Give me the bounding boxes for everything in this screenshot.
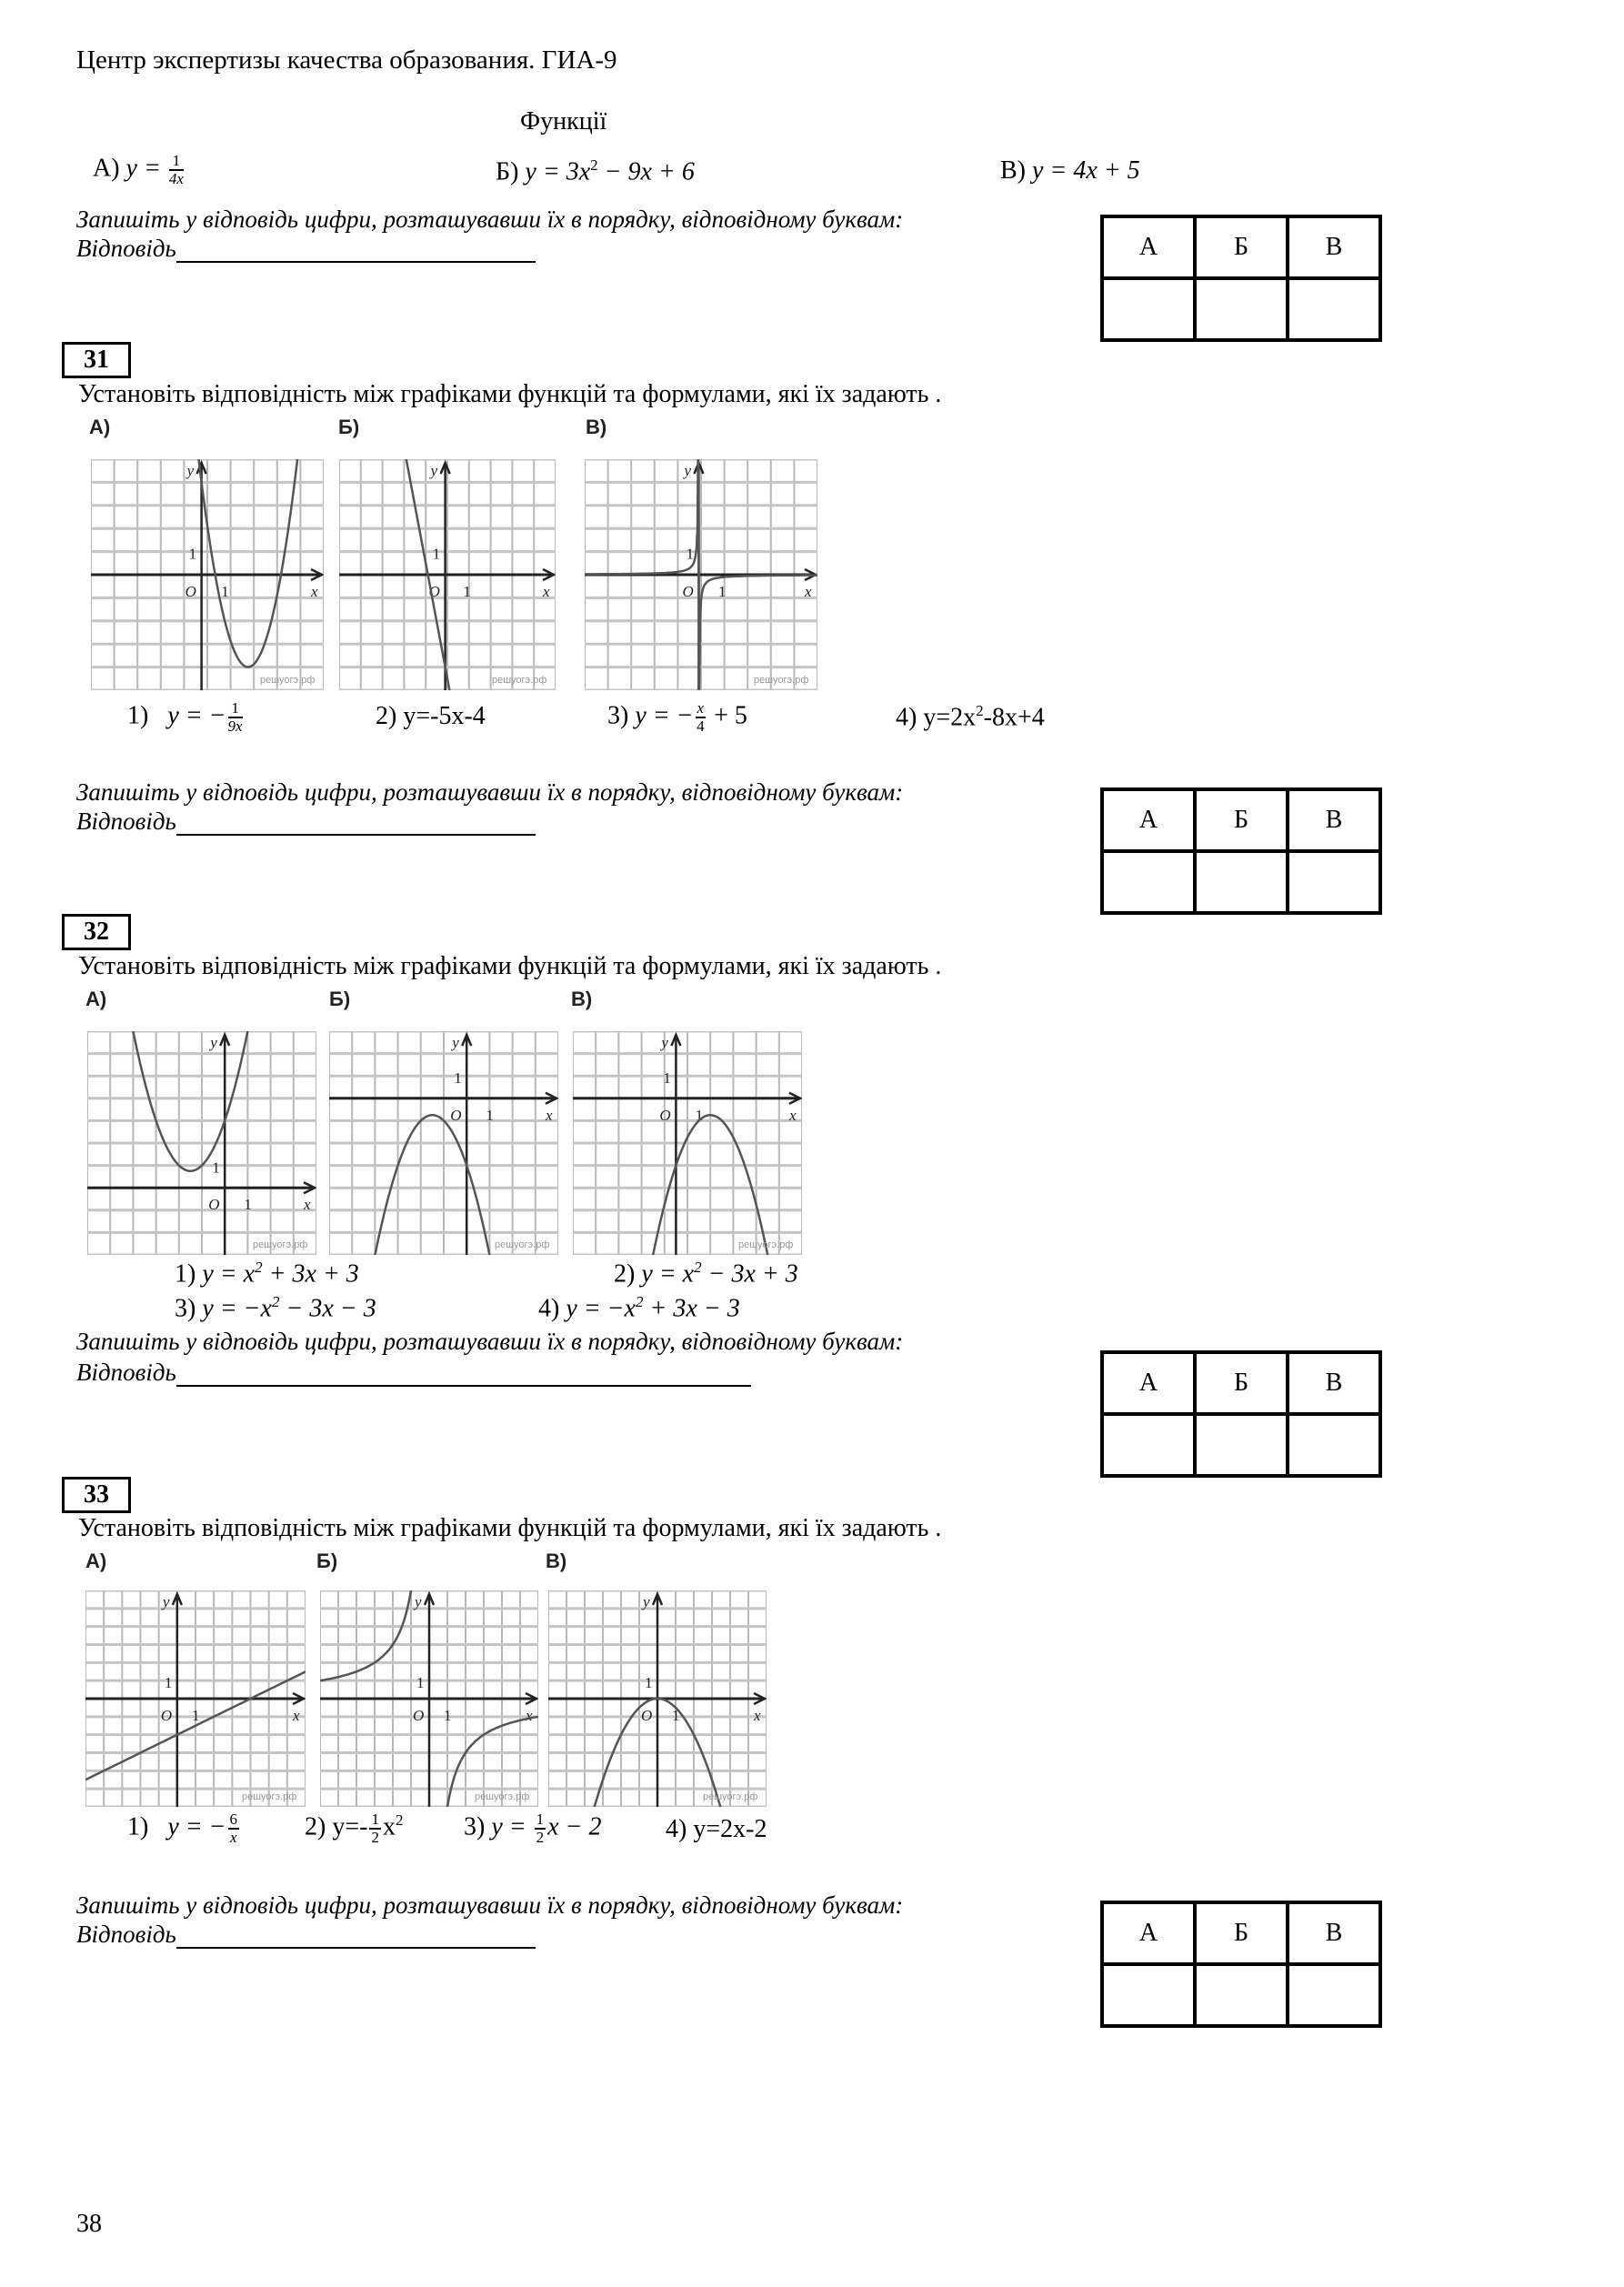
y-unit-label: 1 (454, 1069, 462, 1088)
answer-input-line[interactable] (176, 1361, 751, 1387)
option-lhs: y = − (167, 1812, 226, 1841)
graph-31-v (585, 459, 817, 690)
option-text: y = −x (202, 1294, 272, 1323)
y-unit-label: 1 (645, 1674, 653, 1692)
x-axis-label: x (546, 1106, 553, 1124)
origin-label: O (450, 1106, 462, 1124)
option-3 (464, 1811, 601, 1846)
answer-cell-a[interactable] (1102, 1964, 1195, 2026)
graph-label-v: В) (586, 416, 607, 438)
x-axis-label: x (805, 583, 812, 600)
page-header: Центр экспертизы качества образования. ГИА-9 (76, 45, 617, 75)
option-rest: − 3x − 3 (279, 1294, 376, 1323)
option-1 (175, 1259, 359, 1289)
option-index: 2) (305, 1812, 326, 1841)
numerator: x (697, 699, 705, 717)
answer-cell-a[interactable] (1102, 851, 1195, 913)
x-unit-label: 1 (192, 1707, 200, 1724)
option-1 (127, 700, 245, 735)
graph-label-a: А) (85, 988, 107, 1010)
answer-header-b: Б (1195, 216, 1288, 278)
answer-table (1100, 215, 1382, 342)
y-axis-label: y (415, 1593, 422, 1610)
function-letter: А) (93, 154, 120, 183)
exponent: 2 (694, 1259, 702, 1276)
origin-label: O (185, 583, 196, 600)
answer-header-b: Б (1195, 789, 1288, 851)
exponent: 2 (635, 1293, 644, 1310)
graph-label-v: В) (546, 1550, 567, 1572)
option-text: y=-5x-4 (403, 702, 486, 730)
denominator: 2 (536, 1828, 545, 1846)
option-index: 3) (464, 1812, 486, 1841)
denominator: 9x (227, 717, 243, 735)
option-3 (175, 1293, 376, 1323)
x-unit-label: 1 (486, 1106, 494, 1124)
exponent: 2 (976, 702, 984, 719)
option-text: y = x (641, 1259, 695, 1289)
answer-row (76, 1359, 751, 1387)
x-unit-label: 1 (221, 583, 229, 600)
y-axis-label: y (186, 462, 195, 479)
answer-cell-b[interactable] (1195, 1414, 1288, 1476)
denominator: x (230, 1828, 237, 1846)
y-axis-label: y (643, 1593, 650, 1610)
option-rest: − 3x + 3 (701, 1259, 798, 1289)
option-index: 1) (127, 1812, 149, 1841)
option-rest: x − 2 (547, 1812, 602, 1841)
question-prompt: Установіть відповідність між графіками функцій та формулами, які їх задають . (78, 380, 942, 408)
y-unit-label: 1 (188, 545, 197, 563)
function-curve (368, 1115, 496, 1255)
grid (87, 1031, 316, 1255)
graph-label-v: В) (571, 988, 593, 1010)
graph-33-v (548, 1590, 767, 1807)
answer-cell-v[interactable] (1288, 851, 1380, 913)
numerator: 1 (169, 153, 184, 171)
answer-cell-v[interactable] (1288, 278, 1380, 340)
answer-row (76, 807, 536, 836)
answer-row (76, 1921, 536, 1949)
question-prompt: Установіть відповідність між графіками функцій та формулами, які їх задають . (78, 952, 942, 980)
option-lhs: y = − (635, 701, 694, 730)
y-axis-label: y (162, 1593, 170, 1610)
origin-label: O (208, 1196, 220, 1214)
option-4 (896, 702, 1045, 732)
numerator: 6 (229, 1811, 238, 1828)
option-index: 4) (666, 1815, 687, 1843)
answer-table (1100, 1350, 1382, 1478)
graph-31-b (339, 459, 556, 690)
graph-label-a: А) (89, 416, 111, 438)
graph-label-b: Б) (338, 416, 360, 438)
graph-32-a (87, 1031, 316, 1255)
x-axis-label: x (754, 1707, 761, 1724)
page-number: 38 (76, 2210, 102, 2238)
graph-32-v (573, 1031, 802, 1255)
watermark: решуогэ.рф (260, 675, 316, 686)
option-text: y = x (202, 1259, 256, 1289)
exponent: 2 (271, 1293, 280, 1310)
function-lhs: y = (125, 154, 161, 183)
option-4 (538, 1293, 740, 1323)
option-text: y=2x-2 (693, 1815, 767, 1843)
function-curve (126, 1031, 255, 1171)
option-index: 4) (896, 703, 917, 732)
answer-header-b: Б (1195, 1352, 1288, 1414)
answer-header-v: В (1288, 789, 1380, 851)
answer-label: Відповідь (76, 235, 176, 262)
option-index: 3) (607, 701, 629, 730)
y-unit-label: 1 (212, 1159, 220, 1177)
watermark: решуогэ.рф (492, 675, 547, 686)
answer-header-a: А (1102, 1902, 1195, 1964)
numerator: 1 (228, 700, 243, 718)
function-letter: Б) (496, 157, 519, 186)
x-axis-label: x (543, 583, 550, 600)
question-number: 32 (62, 914, 131, 950)
instruction: Запишіть у відповідь цифри, розташувавши їх в порядку, відповідному буквам: (76, 1328, 904, 1355)
graph-33-b (320, 1590, 538, 1807)
x-unit-label: 1 (695, 1106, 704, 1124)
function-curve (195, 459, 301, 667)
instruction: Запишіть у відповідь цифри, розташувавши їх в порядку, відповідному буквам: (76, 206, 904, 233)
question-number: 33 (62, 1477, 131, 1513)
answer-header-a: А (1102, 1352, 1195, 1414)
exponent: 2 (590, 156, 598, 174)
y-unit-label: 1 (164, 1674, 173, 1692)
grid (329, 1031, 558, 1255)
watermark: решуогэ.рф (475, 1791, 530, 1802)
x-unit-label: 1 (244, 1196, 252, 1214)
answer-input-line[interactable] (176, 237, 536, 263)
answer-cell-a[interactable] (1102, 1414, 1195, 1476)
denominator: 4x (168, 169, 184, 187)
function-v (1000, 156, 1140, 186)
option-index: 2) (376, 702, 397, 730)
answer-cell-b[interactable] (1195, 851, 1288, 913)
y-axis-label: y (684, 462, 691, 479)
option-rest: x (382, 1812, 396, 1841)
answer-cell-v[interactable] (1288, 1964, 1380, 2026)
exponent: 2 (395, 1811, 404, 1829)
y-axis-label: y (661, 1034, 668, 1051)
answer-label: Відповідь (76, 1921, 176, 1948)
y-unit-label: 1 (686, 545, 694, 563)
numerator: 1 (371, 1811, 379, 1829)
answer-cell-b[interactable] (1195, 278, 1288, 340)
origin-label: O (160, 1707, 173, 1724)
y-unit-label: 1 (663, 1069, 671, 1088)
answer-header-v: В (1288, 1902, 1380, 1964)
grid (573, 1031, 802, 1255)
option-rest: + 5 (707, 701, 747, 730)
x-axis-label: x (789, 1106, 797, 1124)
option-2 (614, 1259, 798, 1289)
option-text: y = −x (566, 1294, 636, 1323)
answer-header-v: В (1288, 1352, 1380, 1414)
graph-label-a: А) (85, 1550, 107, 1572)
watermark: решуогэ.рф (754, 675, 809, 686)
watermark: решуогэ.рф (495, 1239, 550, 1250)
origin-label: O (641, 1707, 653, 1724)
option-3 (607, 700, 747, 735)
function-a (93, 153, 185, 187)
option-2 (376, 702, 486, 731)
answer-input-line[interactable] (176, 810, 536, 836)
answer-table (1100, 1901, 1382, 2028)
answer-label: Відповідь (76, 807, 176, 835)
answer-header-a: А (1102, 789, 1195, 851)
x-unit-label: 1 (463, 583, 471, 600)
graph-label-b: Б) (329, 988, 351, 1010)
graph-label-b: Б) (316, 1550, 338, 1572)
answer-header-b: Б (1195, 1902, 1288, 1964)
watermark: решуогэ.рф (738, 1239, 794, 1250)
origin-label: O (659, 1106, 671, 1124)
function-rest: − 9x + 6 (597, 157, 695, 186)
x-unit-label: 1 (718, 583, 727, 600)
origin-label: O (682, 583, 694, 600)
graph-33-a (85, 1590, 306, 1807)
option-index: 1) (127, 701, 149, 730)
option-text: y=2x (923, 703, 977, 732)
function-letter: В) (1000, 156, 1026, 185)
question-number: 31 (62, 342, 131, 378)
option-lhs: y=- (332, 1812, 368, 1841)
option-lhs: y = (491, 1812, 533, 1841)
option-index: 2) (614, 1259, 636, 1289)
option-1 (127, 1811, 241, 1846)
option-index: 3) (175, 1294, 196, 1323)
answer-input-line[interactable] (176, 1923, 536, 1949)
answer-cell-v[interactable] (1288, 1414, 1380, 1476)
origin-label: O (428, 583, 440, 600)
section-title: Функції (520, 107, 607, 135)
option-index: 1) (175, 1259, 196, 1289)
option-lhs: y = − (167, 701, 226, 730)
origin-label: O (413, 1707, 425, 1724)
answer-row (76, 235, 536, 263)
x-axis-label: x (526, 1707, 533, 1724)
numerator: 1 (536, 1811, 545, 1828)
graph-32-b (329, 1031, 558, 1255)
y-unit-label: 1 (432, 545, 441, 563)
answer-label: Відповідь (76, 1359, 176, 1386)
function-text: y = 4x + 5 (1032, 156, 1140, 185)
y-axis-label: y (430, 462, 438, 479)
x-unit-label: 1 (672, 1707, 680, 1724)
x-axis-label: x (311, 583, 318, 600)
option-rest: -8x+4 (983, 703, 1045, 732)
graph-31-a (91, 459, 324, 690)
option-rest: + 3x − 3 (643, 1294, 740, 1323)
function-b (496, 156, 695, 186)
x-axis-label: x (293, 1707, 300, 1724)
option-rest: + 3x + 3 (262, 1259, 359, 1289)
option-4 (666, 1815, 767, 1844)
y-axis-label: y (210, 1034, 217, 1051)
fraction (169, 153, 184, 187)
watermark: решуогэ.рф (703, 1791, 758, 1802)
watermark: решуогэ.рф (253, 1239, 308, 1250)
watermark: решуогэ.рф (242, 1791, 297, 1802)
instruction: Запишіть у відповідь цифри, розташувавши їх в порядку, відповідному буквам: (76, 1891, 904, 1919)
x-axis-label: x (304, 1196, 311, 1214)
function-text: y = 3x (525, 157, 591, 186)
answer-header-v: В (1288, 216, 1380, 278)
x-unit-label: 1 (444, 1707, 452, 1724)
answer-cell-a[interactable] (1102, 278, 1195, 340)
y-axis-label: y (452, 1034, 459, 1051)
exponent: 2 (255, 1259, 263, 1276)
answer-cell-b[interactable] (1195, 1964, 1288, 2026)
answer-header-a: А (1102, 216, 1195, 278)
denominator: 2 (371, 1828, 379, 1846)
option-index: 4) (538, 1294, 560, 1323)
y-unit-label: 1 (416, 1674, 425, 1692)
option-2 (305, 1811, 403, 1846)
denominator: 4 (697, 717, 705, 735)
instruction: Запишіть у відповідь цифри, розташувавши їх в порядку, відповідному буквам: (76, 778, 904, 806)
answer-table (1100, 787, 1382, 915)
question-prompt: Установіть відповідність між графіками функцій та формулами, які їх задають . (78, 1514, 942, 1542)
